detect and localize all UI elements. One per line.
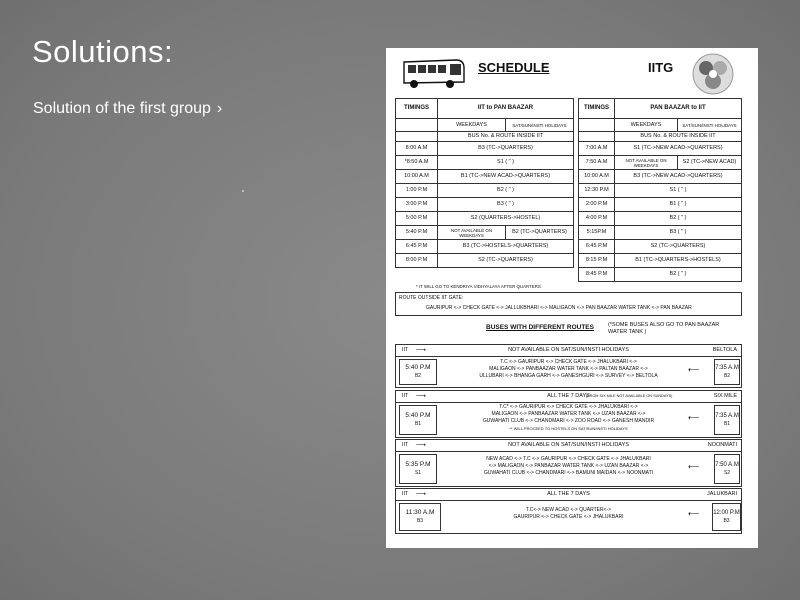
time-cell: 8:45 P.M xyxy=(579,268,615,282)
return-bus: B2 xyxy=(723,373,731,379)
outside-route-box xyxy=(395,292,742,316)
stop-line: <-> MALIGAON <-> PANBAZAR WATER TANK <-> UZAN BAAZAR <-> xyxy=(488,463,649,469)
weekday-cell: NOT AVAILABLE ON WEEKDAYS xyxy=(438,226,506,240)
holidays-header: SAT/SUN/INSTI HOLIDAYS xyxy=(678,119,742,132)
time-cell: 4:00 P.M xyxy=(579,212,615,226)
time-cell: 10:00 A.M xyxy=(396,170,438,184)
arrow-right-icon: ⟶ xyxy=(416,393,427,400)
time-cell: 7:00 A.M xyxy=(579,142,615,156)
stop-line: ** WILL PROCEED TO HOSTELS ON SAT/SUN/INSTI HOLIDAYS xyxy=(509,426,628,431)
route-stops xyxy=(446,404,691,432)
route-cell: S2 (QUARTERS->HOSTEL) xyxy=(438,212,574,226)
destination-label: BELTOLA xyxy=(712,347,737,353)
time-cell: 7:50 A.M xyxy=(579,156,615,170)
time-cell: 2:00 P.M xyxy=(579,198,615,212)
holidays-header: SAT/SUN/INSTI HOLIDAYS xyxy=(506,119,574,132)
origin-label: IIT xyxy=(402,347,409,353)
departure-time: 5:40 P.M xyxy=(405,412,431,419)
time-cell: 8:15 P.M xyxy=(579,254,615,268)
time-cell: 6:45 P.M xyxy=(579,240,615,254)
stop-line: MALIGAON <-> PANBAAZAR WATER TANK <-> PALTAN BAAZAR <-> xyxy=(489,366,648,372)
route-cell: S1 ( " ) xyxy=(438,156,574,170)
iit-to-panbazar-table xyxy=(395,98,574,268)
departure-bus: B3 xyxy=(416,518,424,524)
arrow-left-icon: ⟵ xyxy=(688,365,700,374)
stop-line: GAURIPUR <-> CHECK GATE <-> JHALUKBARI xyxy=(513,514,624,520)
chevron-right-icon: › xyxy=(216,100,223,117)
return-bus: B3 xyxy=(723,518,730,524)
departure-time-box xyxy=(399,503,441,531)
time-cell: 5:40 P.M xyxy=(396,226,438,240)
departure-bus: B2 xyxy=(414,373,422,379)
route-cell: B3 ( " ) xyxy=(615,226,742,240)
arrow-right-icon: ⟶ xyxy=(416,491,427,498)
time-cell: 5:00 P.M xyxy=(396,212,438,226)
slide-subtitle[interactable] xyxy=(33,100,222,118)
departure-bus: B1 xyxy=(414,421,422,427)
route-cell: B1 (TC->NEW ACAD->QUARTERS) xyxy=(438,170,574,184)
busno-header: BUS No. & ROUTE INSIDE IIT xyxy=(438,132,574,142)
arrow-right-icon: ⟶ xyxy=(416,442,427,449)
return-time: 7:35 A.M xyxy=(715,413,739,419)
route-section-beltola xyxy=(395,344,742,388)
schedule-heading: SCHEDULE xyxy=(478,60,550,75)
route-stops xyxy=(446,507,691,521)
return-time-box xyxy=(712,503,741,531)
stray-dot xyxy=(242,190,244,192)
route-cell: B3 ( " ) xyxy=(438,198,574,212)
route-cell: B1 ( " ) xyxy=(615,198,742,212)
return-bus: B1 xyxy=(723,421,731,427)
outside-route-path: GAURIPUR <-> CHECK GATE <-> JALLUKBHARI <-> MALIGAON <-> PAN BAAZAR WATER TANK <-> PAN BAAZAR xyxy=(426,305,692,311)
origin-label: IIT xyxy=(402,393,409,399)
return-time-box xyxy=(714,359,740,385)
kendriya-note: * IT WILL GO TO KENDRIYA VIDHYALAYA AFTER QUARTERS xyxy=(416,284,541,289)
stop-line: T.C <-> GAURIPUR <-> CHECK GATE <-> JHALUKBARI <-> xyxy=(500,359,637,365)
return-time: 7:50 A.M xyxy=(715,462,739,468)
weekday-cell: NOT AVAILABLE ON WEEKDAYS xyxy=(615,156,678,170)
time-cell: 8:00 A.M xyxy=(396,142,438,156)
route-section-jalukbari xyxy=(395,488,742,534)
stop-line: GUWAHATI CLUB <-> CHANDMARI <-> BAMUNI MAIDAN <-> NOONMATI xyxy=(483,470,654,476)
sunday-footnote: (FROM SIX MILE NOT AVAILABLE ON SUNDAYS) xyxy=(586,394,673,398)
departure-bus: S1 xyxy=(414,470,422,476)
route-cell: S2 (TC->QUARTERS) xyxy=(615,240,742,254)
time-cell: 8:00 P.M xyxy=(396,254,438,268)
availability-label: NOT AVAILABLE ON SAT/SUN/INSTI HOLIDAYS xyxy=(508,347,629,353)
weekdays-header: WEEKDAYS xyxy=(438,119,506,132)
return-time: 12:00 P.M xyxy=(713,510,740,516)
route-cell: B3 (TC->NEW ACAD->QUARTERS) xyxy=(615,170,742,184)
different-routes-title: BUSES WITH DIFFERENT ROUTES xyxy=(486,324,594,331)
departure-time-box xyxy=(399,405,437,435)
departure-time-box xyxy=(399,454,437,484)
route-cell: S1 (TC->NEW ACAD->QUARTERS) xyxy=(615,142,742,156)
time-cell: 3:00 P.M xyxy=(396,198,438,212)
bus-icon xyxy=(400,56,468,90)
destination-label: NOONMATI xyxy=(707,442,737,448)
route-cell: B2 ( " ) xyxy=(615,268,742,282)
stop-line: MALIGAON <-> PANBAAZAR WATER TANK <-> UZAN BAAZAR <-> xyxy=(491,411,646,417)
iitg-logo-icon xyxy=(691,52,735,96)
time-cell: 12:30 P.M xyxy=(579,184,615,198)
destination-label: SIX MILE xyxy=(713,393,737,399)
busno-header: BUS No. & ROUTE INSIDE IIT xyxy=(615,132,742,142)
timings-header: TIMINGS xyxy=(396,99,438,119)
time-cell: 10:00 A.M xyxy=(579,170,615,184)
origin-label: IIT xyxy=(402,491,409,497)
route-cell: B3 (TC->QUARTERS) xyxy=(438,142,574,156)
return-time-box xyxy=(714,454,740,484)
route-header: PAN BAAZAR to IIT xyxy=(615,99,742,119)
route-stops xyxy=(446,359,691,380)
panbazar-to-iit-table xyxy=(578,98,742,282)
origin-label: IIT xyxy=(402,442,409,448)
different-routes-note: (*SOME BUSES ALSO GO TO PAN BAAZAR WATER TANK ) xyxy=(608,322,720,335)
arrow-left-icon: ⟵ xyxy=(688,509,700,518)
arrow-left-icon: ⟵ xyxy=(688,462,700,471)
route-cell: S2 (TC->QUARTERS) xyxy=(438,254,574,268)
time-cell: 6:45 P.M xyxy=(396,240,438,254)
stop-line: NEW ACAD <-> T.C <-> GAURIPUR <-> CHECK GATE <-> JHALUKBARI xyxy=(486,456,651,462)
stop-line: T.C* <-> GAURIPUR <-> CHECK GATE <-> JHALUKBARI <-> xyxy=(499,404,638,410)
departure-time-box xyxy=(399,359,437,385)
org-heading: IITG xyxy=(648,60,674,75)
subtitle-text: Solution of the first group xyxy=(33,100,211,117)
availability-label: NOT AVAILABLE ON SAT/SUN/INSTI HOLIDAYS xyxy=(508,442,629,448)
route-cell: B3 (TC->HOSTELS->QUARTERS) xyxy=(438,240,574,254)
arrow-left-icon: ⟵ xyxy=(688,413,700,422)
departure-time: 11:30 A.M xyxy=(405,509,435,516)
return-bus: S2 xyxy=(723,470,731,476)
return-time: 7:35 A.M xyxy=(715,365,739,371)
route-header: IIT to PAN BAAZAR xyxy=(438,99,574,119)
holiday-cell: S2 (TC->NEW ACAD) xyxy=(678,156,742,170)
route-section-six-mile xyxy=(395,390,742,438)
availability-label: ALL THE 7 DAYS xyxy=(547,393,590,399)
route-cell: B2 ( " ) xyxy=(615,212,742,226)
time-cell: 5:15P.M xyxy=(579,226,615,240)
stop-line: T.C<-> NEW ACAD <-> QUARTER<-> xyxy=(525,507,612,513)
holiday-cell: B2 (TC->QUARTERS) xyxy=(506,226,574,240)
outside-route-label: ROUTE OUTSIDE IIT GATE: xyxy=(399,295,464,301)
weekdays-header: WEEKDAYS xyxy=(615,119,678,132)
departure-time: 5:40 P.M xyxy=(405,364,431,371)
availability-label: ALL THE 7 DAYS xyxy=(547,491,590,497)
time-cell: 1:00 P.M xyxy=(396,184,438,198)
destination-label: JALUKBARI xyxy=(707,491,737,497)
time-cell: *8:50 A.M xyxy=(396,156,438,170)
route-section-noonmati xyxy=(395,439,742,487)
route-cell: B2 ( " ) xyxy=(438,184,574,198)
route-cell: S1 ( " ) xyxy=(615,184,742,198)
slide-title: Solutions: xyxy=(32,34,174,69)
schedule-sheet xyxy=(386,48,758,548)
departure-time: 5:35 P.M xyxy=(405,461,431,468)
stop-line: GUWAHATI CLUB <-> CHANDMARI <-> ZOO ROAD <-> GANESH MANDIR xyxy=(482,418,655,424)
stop-line: ULLUBARI <-> BHANGA GARH <-> GANESHGURI <-> SURVEY <-> BELTOLA xyxy=(479,373,658,379)
return-time-box xyxy=(714,405,740,435)
timings-header: TIMINGS xyxy=(579,99,615,119)
arrow-right-icon: ⟶ xyxy=(416,347,427,354)
route-cell: B1 (TC->QUARTERS->HOSTELS) xyxy=(615,254,742,268)
route-stops xyxy=(446,456,691,477)
